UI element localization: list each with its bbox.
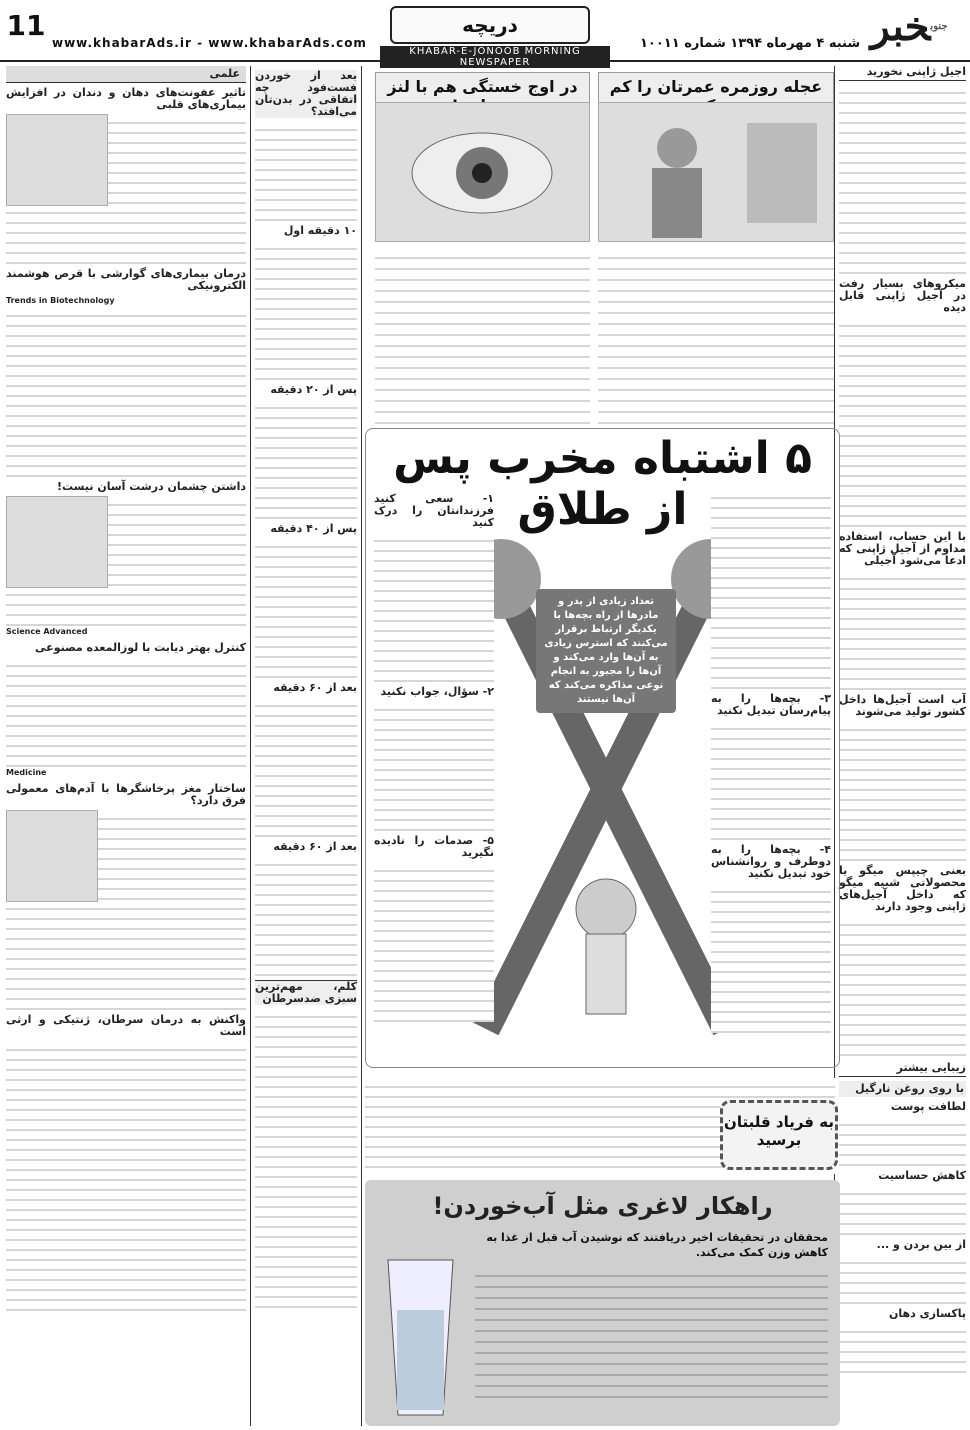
site-url[interactable]: www.khabarAds.ir - www.khabarAds.com	[52, 36, 367, 50]
subheading: ۴- بچه‌ها را به دوطرف و روانشناس خود تبدیل نکنید	[711, 843, 831, 880]
divorce-title: ۵ اشتباه مخرب پس از طلاق	[393, 433, 812, 535]
middle-title: بعد از خوردن فست‌فود چه اتفاقی در بدن‌تان می‌افتد؟	[255, 69, 357, 118]
subheading: پس از ۴۰ دقیقه	[270, 522, 357, 535]
eyes-article-body	[375, 248, 590, 424]
man-with-clock-photo	[598, 102, 834, 242]
eyes-article-title: در اوج خستگی هم با لنز	[375, 72, 590, 120]
subheading: آب است آجیل‌ها داخل کشور تولید می‌شوند	[839, 693, 966, 718]
aging-article-body	[598, 248, 834, 424]
filler-text	[6, 307, 246, 477]
filler-text	[839, 317, 966, 527]
water-title: راهکار لاغری مثل آب‌خوردن!	[432, 1192, 773, 1220]
divorce-pullquote: تعداد زیادی از پدر و مادرها از راه بچه‌ها با یکدیگر ارتباط برقرار می‌کنند که استرس زیادی به آن‌ها وارد می‌کند و آن‌ها را مجبور به انجام نوعی مذاکره می‌کند که آن‌ها نیستند	[536, 589, 676, 713]
filler-text	[6, 1041, 246, 1311]
filler-text	[6, 657, 246, 767]
left-column	[6, 66, 246, 1426]
biotech-ref: Trends in Biotechnology	[6, 296, 115, 305]
subheading: ۱۰ دقیقه اول	[283, 224, 357, 237]
filler-text	[839, 570, 966, 690]
heart-banner: به فریاد قلبتان برسید	[720, 1100, 838, 1170]
filler-text	[839, 1323, 966, 1373]
article-title: کنترل بهتر دیابت با لوزالمعده مصنوعی	[35, 641, 246, 654]
issue-date: شنبه ۴ مهرماه ۱۳۹۴ شماره ۱۰۰۱۱	[640, 36, 861, 51]
filler-text	[255, 697, 357, 837]
water-article	[365, 1180, 840, 1426]
subheading: پاکسازی دهان	[888, 1307, 966, 1320]
filler-text	[255, 240, 357, 380]
filler-text	[839, 916, 966, 1056]
article-title: داشتن چشمان درشت آسان نیست!	[57, 480, 246, 493]
filler-text	[839, 721, 966, 861]
middle-column	[250, 66, 362, 1426]
logo-text: خبر	[870, 3, 931, 50]
article-title: ساختار مغز پرخاشگرها با آدم‌های معمولی فرق دارد؟	[6, 782, 246, 807]
article-title: تاثیر عفونت‌های دهان و دندان در افزایش بیماری‌های قلبی	[6, 86, 246, 111]
subheading: ۲- سؤال، جواب نکنید	[380, 685, 494, 698]
medicine-ref: Medicine	[6, 768, 47, 777]
science-header: علمی	[6, 66, 246, 83]
section-title: دریچه	[390, 6, 590, 44]
subheading: بعنی چیپس میگو یا محصولاتی شبیه میگو که داخل آجیل‌های ژاپنی وجود دارند	[839, 864, 966, 913]
newspaper-logo	[854, 2, 964, 52]
subheading: لطافت پوست	[890, 1100, 966, 1113]
dental-photo	[6, 114, 108, 206]
water-glass-illustration	[373, 1250, 468, 1420]
english-tagline: KHABAR-E-JONOOB MORNING NEWSPAPER	[380, 46, 610, 68]
subheading: بعد از ۶۰ دقیقه	[273, 840, 357, 853]
filler-text	[711, 489, 831, 689]
filler-text	[255, 538, 357, 678]
logo-small: جنوب	[930, 21, 948, 32]
filler-text	[839, 1116, 966, 1166]
eye-photo	[375, 102, 590, 242]
filler-text	[711, 883, 831, 1033]
subheading: با این حساب، استفاده مداوم از آجیل ژاپنی که ادعا می‌شود آجیلی	[839, 530, 966, 567]
filler-text	[839, 1254, 966, 1304]
water-lead: محققان در تحقیقات اخیر دریافتند که نوشیدن آب قبل از غذا به کاهش وزن کمک می‌کند.	[486, 1231, 828, 1259]
divorce-body-left	[374, 489, 494, 1049]
article-title: واکنش به درمان سرطان، ژنتیکی و ارثی است	[6, 1013, 246, 1038]
science-advances-ref: Science Advanced	[6, 627, 88, 636]
subheading: کاهش حساسیت	[878, 1169, 966, 1182]
beauty-title: با روی روغن نارگیل	[839, 1081, 966, 1097]
subheading: بعد از ۶۰ دقیقه	[273, 681, 357, 694]
divorce-body-right	[711, 489, 831, 1049]
filler-text	[374, 532, 494, 682]
eye-closeup-photo	[6, 496, 108, 588]
article-title: درمان بیماری‌های گوارشی با قرص هوشمند الکترونیکی	[6, 267, 246, 292]
filler-text	[839, 1185, 966, 1235]
filler-text	[255, 399, 357, 519]
page-number: 11	[6, 9, 46, 42]
filler-text	[255, 856, 357, 976]
divorce-feature	[365, 428, 840, 1068]
filler-text	[374, 701, 494, 831]
subheading: ۳- بچه‌ها را به پیام‌رسان تبدیل نکنید	[711, 692, 831, 717]
right-column-header: آجیل ژاپنی نخورید	[839, 66, 966, 81]
subheading: ۵- صدمات را نادیده نگیرید	[374, 834, 494, 859]
subheading: از بین بردن و ...	[876, 1238, 966, 1251]
filler-text	[374, 862, 494, 1022]
right-column	[834, 66, 966, 1426]
subheading: پس از ۲۰ دقیقه	[270, 383, 357, 396]
filler-text	[711, 720, 831, 840]
eye-illustration	[374, 103, 589, 243]
beauty-header: زیبایی بیشتر	[839, 1062, 966, 1077]
filler-text	[475, 1266, 828, 1406]
screaming-man-photo	[6, 810, 98, 902]
aging-article-title: عجله روزمره عمرتان را کم	[598, 72, 834, 120]
subheading: میکروهای بسیار رفت در آجیل ژاپنی قابل دیده	[839, 277, 966, 314]
cabbage-title: کلم، مهم‌ترین سبزی ضدسرطان	[255, 980, 357, 1005]
clock-illustration	[597, 103, 833, 243]
filler-text	[839, 84, 966, 274]
filler-text	[255, 1008, 357, 1308]
subheading: ۱- سعی کنید فرزندانتان را درک کنید	[374, 492, 494, 529]
filler-text	[255, 121, 357, 221]
